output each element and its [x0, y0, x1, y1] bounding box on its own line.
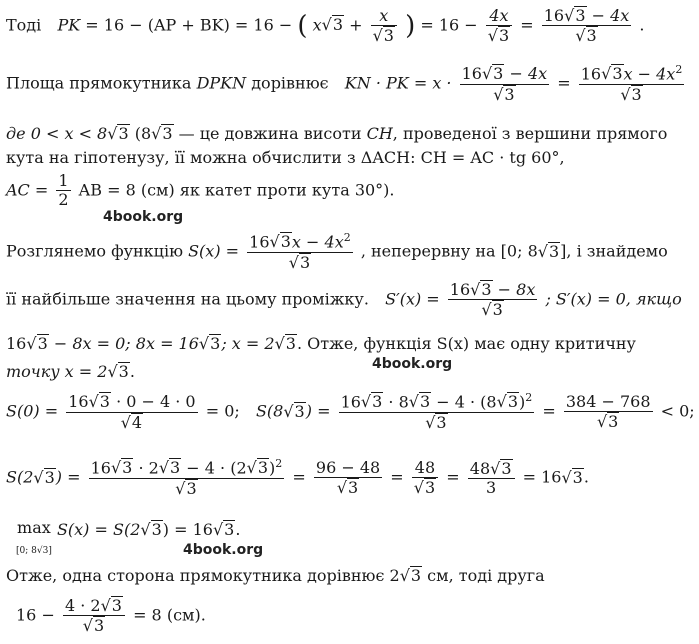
pk-label: PK: [57, 15, 81, 35]
fraction-derivative: $\frac{16√3 - 8x}{√3}$: [449, 280, 536, 320]
max-operator: max: [17, 518, 51, 537]
sqrt-3: √3: [561, 467, 583, 487]
fraction-96: $\frac{96 - 48}{√3}$: [315, 457, 381, 498]
line-8: [6, 334, 636, 353]
sqrt-3: √3: [140, 520, 162, 539]
text-height: — це довжина висоти: [178, 124, 362, 143]
eq-8-cm: = 8 (см).: [133, 605, 206, 625]
fraction-area-1: $\frac{16√3 - 4x}{√3}$: [461, 64, 548, 104]
period: .: [235, 520, 241, 539]
eq-part-1: = 16 − (AP + BK) = 16 −: [85, 15, 293, 35]
text-point: точку x = 2: [6, 362, 108, 381]
text-other-side: см, тоді друга: [427, 566, 545, 585]
eq-part-2: = 16 −: [420, 15, 478, 35]
text-from-vertex: , проведеної з вершини прямого: [392, 124, 668, 143]
text-consider-function: Розглянемо функцію: [6, 241, 183, 261]
dpkn-label: DPKN: [196, 73, 247, 93]
text-find: , і знайдемо: [566, 241, 668, 261]
watermark-1: 4book.org: [103, 209, 184, 225]
paren-open: (: [297, 10, 308, 41]
text-range: де 0 < x < 8: [6, 124, 108, 143]
sqrt-3: √3: [283, 401, 305, 421]
s8-close: ) =: [305, 401, 331, 421]
eq-16: 16: [6, 334, 27, 353]
max-interval: [0; 8√3]: [16, 546, 52, 557]
eq-sign: =: [446, 467, 460, 487]
line-5: [6, 172, 395, 210]
sx-label: S(x) =: [188, 241, 240, 261]
interval-close: ]: [560, 241, 567, 261]
fraction-16sqrt3-minus-4x: $\frac{16√3 - 4x}{√3}$: [543, 6, 630, 46]
s0-label: S(0) =: [6, 401, 59, 421]
less-than-zero: < 0;: [660, 401, 695, 421]
text-area-rectangle: Площа прямокутника: [6, 73, 192, 93]
fraction-s8: $\frac{16√3 \cdot 8√3 - 4 \cdot (8√3)^2}{√3}$: [340, 391, 533, 432]
eq-x-2: ; x = 2: [221, 334, 275, 353]
s2-close: ) =: [55, 467, 81, 487]
text-equals-word: дорівнює: [251, 73, 329, 93]
fraction-final: $\frac{4 \cdot 2√3}{√3}$: [63, 596, 125, 636]
derivative-label: S′(x) =: [385, 289, 440, 309]
fraction-one-half: $\frac{1}{2}$: [58, 171, 69, 210]
interval-open: [0; 8: [500, 241, 538, 261]
ch-label: CH: [366, 124, 393, 143]
period: .: [583, 467, 589, 487]
line-9: [6, 362, 135, 381]
watermark-2: 4book.org: [372, 356, 453, 372]
watermark-3: 4book.org: [183, 542, 264, 558]
fraction-s2: $\frac{16√3 \cdot 2√3 - 4 \cdot (2√3)^2}{√3}$: [90, 457, 283, 498]
fraction-area-2: $\frac{16√3x - 4x^2}{√3}$: [580, 63, 683, 104]
ac-label: AC =: [6, 180, 49, 200]
line-6: [6, 232, 668, 272]
fraction-s0: $\frac{16√3 \cdot 0 - 4 \cdot 0}{√4}$: [68, 392, 196, 432]
text-if: ; S′(x) = 0, якщо: [545, 289, 682, 309]
fraction-48: $\frac{48}{√3}$: [412, 459, 438, 498]
fraction-x-over-sqrt3: $\frac{x}{√3}$: [371, 7, 397, 46]
kn-pk-product: KN · PK: [344, 73, 409, 93]
text-hypotenuse: кута на гіпотенузу, її можна обчислити з ΔACH: CH = AC · tg 60°,: [6, 148, 565, 167]
eq-x-times: = x ·: [413, 73, 452, 93]
x-term: x: [312, 15, 322, 35]
sqrt-3: √3: [26, 334, 48, 353]
fraction-48sqrt3: $\frac{48√3}{3}$: [468, 459, 515, 498]
max-result: ) = 16: [162, 520, 213, 539]
line-11: [6, 458, 589, 498]
eq-16-minus: 16 −: [16, 605, 55, 625]
paren-close: ): [405, 10, 416, 41]
text-todi: Тоді: [6, 15, 42, 35]
sqrt-3: √3: [107, 362, 129, 381]
period: .: [129, 362, 135, 381]
sqrt-3: √3: [537, 241, 560, 261]
fraction-384: $\frac{384 - 768}{√3}$: [565, 391, 651, 432]
sqrt-3: √3: [151, 124, 173, 143]
sqrt-3: √3: [274, 334, 296, 353]
plus-sign: +: [349, 15, 363, 35]
s2-label: S(2: [6, 467, 34, 487]
line-3: [6, 124, 667, 143]
text-conclusion: Отже, одна сторона прямокутника дорівнює 2: [6, 566, 400, 585]
line-2: [6, 64, 687, 104]
s8-label: S(8: [255, 401, 284, 421]
period: .: [639, 15, 645, 35]
eq-16: = 16: [522, 467, 562, 487]
line-14: [16, 596, 206, 636]
sqrt-3: √3: [212, 520, 235, 539]
line-13: [6, 566, 545, 585]
sqrt-3: √3: [107, 124, 129, 143]
eq-sign: =: [542, 401, 556, 421]
fraction-sx: $\frac{16√3x - 4x^2}{√3}$: [249, 231, 351, 272]
text-max-value: її найбільше значення на цьому проміжку.: [6, 289, 369, 309]
eq-sign: =: [390, 467, 404, 487]
sqrt-3: √3: [321, 15, 343, 35]
eq-zero: = 0;: [205, 401, 240, 421]
max-expr: S(x) = S(2: [56, 520, 141, 539]
text-cathetus: AB = 8 (см) як катет проти кута 30°).: [78, 180, 395, 200]
eq-sign: =: [292, 467, 306, 487]
line-1: [6, 6, 644, 46]
text-critical-point: . Отже, функція S(x) має одну критичну: [296, 334, 636, 353]
eq-8x: − 8x = 0; 8x = 16: [53, 334, 199, 353]
sqrt-3: √3: [33, 467, 55, 487]
eq-sign: =: [557, 73, 571, 93]
line-7: [6, 280, 682, 320]
text-continuous: , неперервну на: [360, 241, 496, 261]
sqrt-3: √3: [399, 566, 422, 585]
text-paren-8: (8: [134, 124, 152, 143]
line-10: [6, 392, 695, 432]
line-4: [6, 148, 565, 167]
fraction-4x-over-sqrt3: $\frac{4x}{√3}$: [486, 7, 512, 46]
sqrt-3: √3: [198, 334, 221, 353]
eq-part-3: =: [520, 15, 534, 35]
